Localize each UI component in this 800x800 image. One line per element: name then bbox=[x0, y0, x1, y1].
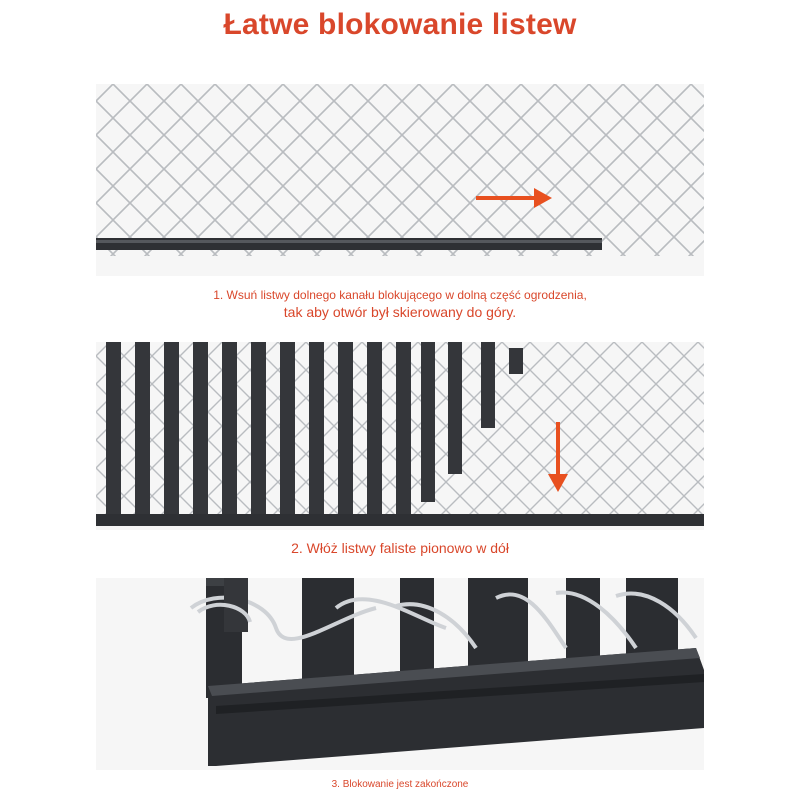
step-2-illustration bbox=[96, 342, 704, 530]
step-3-caption: 3. Blokowanie jest zakończone bbox=[331, 779, 469, 790]
bottom-channel bbox=[96, 238, 602, 250]
page-title: Łatwe blokowanie listew bbox=[223, 8, 577, 41]
step-1-illustration bbox=[96, 84, 704, 276]
step-3-illustration bbox=[96, 578, 704, 770]
step-2-caption: 2. Włóż listwy faliste pionowo w dół bbox=[291, 540, 509, 556]
step-1-caption-line-2: tak aby otwór był skierowany do góry. bbox=[283, 304, 517, 320]
step-1-caption-line-1: 1. Wsuń listwy dolnego kanału blokującego w dolną część ogrodzenia, bbox=[213, 288, 587, 302]
bottom-channel bbox=[96, 514, 704, 526]
